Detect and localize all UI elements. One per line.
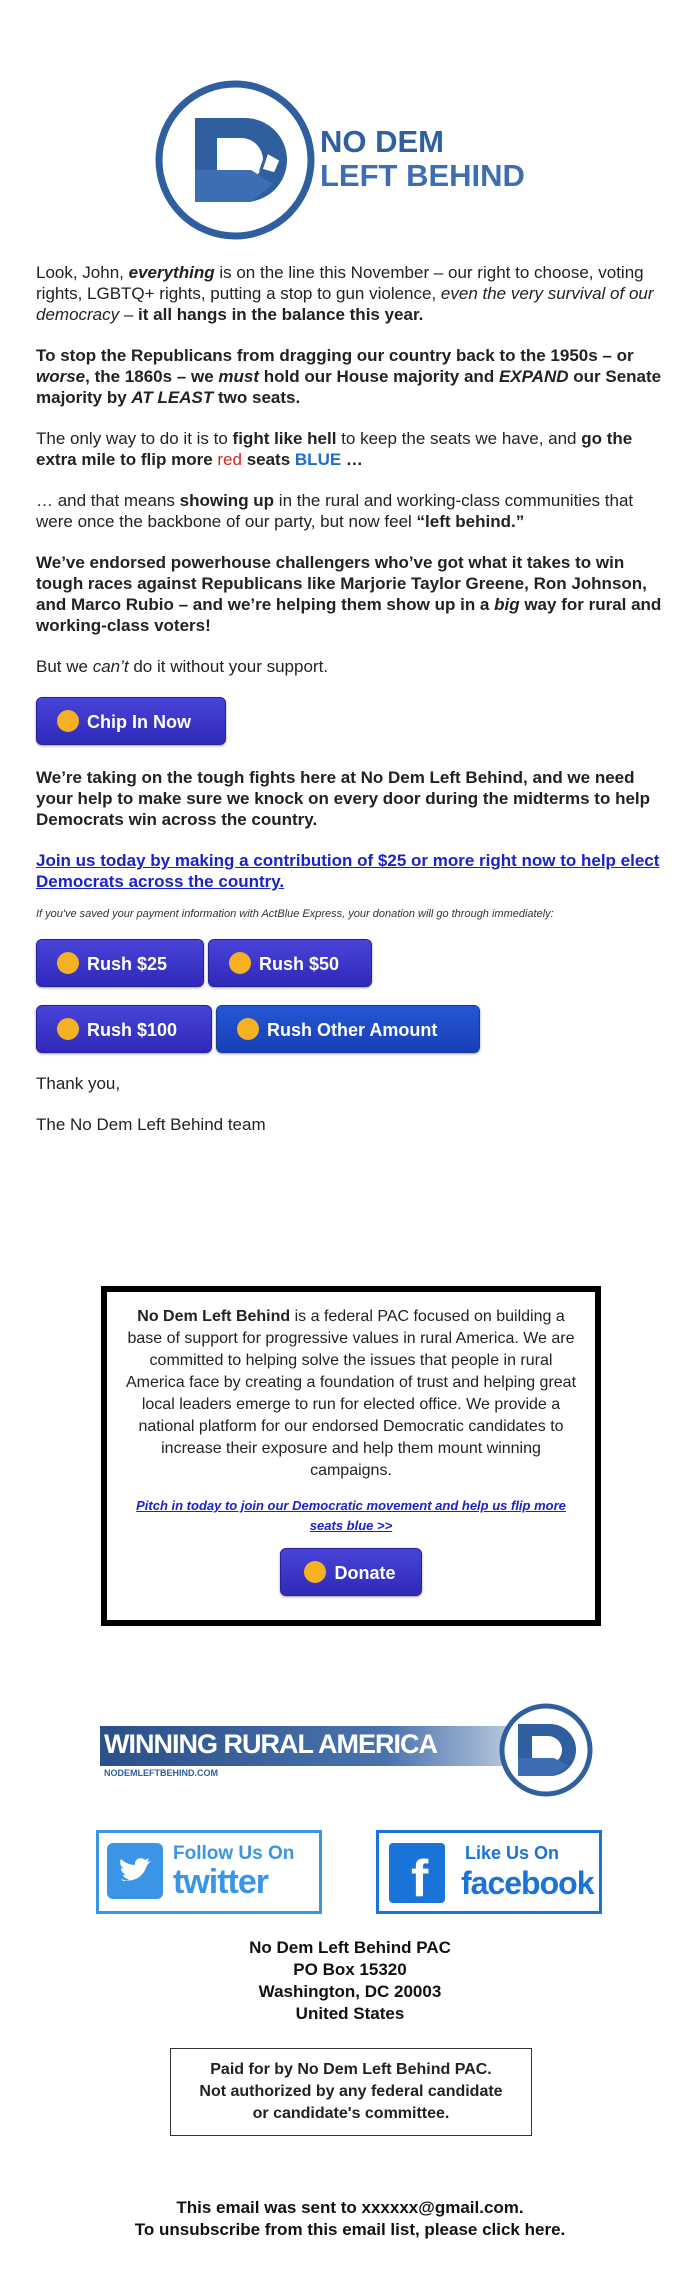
winning-rural-america-banner bbox=[100, 1702, 600, 1798]
logo-d-icon bbox=[492, 1702, 600, 1798]
text: two seats. bbox=[213, 388, 301, 407]
paid-for-line-1: Paid for by No Dem Left Behind PAC. bbox=[210, 2061, 492, 2078]
rush-row-2 bbox=[36, 1005, 664, 1053]
paid-for-line-3: or candidate's committee. bbox=[252, 2105, 450, 2122]
address-line-1: No Dem Left Behind PAC bbox=[249, 1938, 451, 1957]
banner-url: NODEMLEFTBEHIND.COM bbox=[104, 1768, 218, 1778]
text-bold: go the extra mile to flip more bbox=[36, 429, 633, 469]
address-line-2: PO Box 15320 bbox=[293, 1960, 407, 1979]
paid-for-line-2: Not authorized by any federal candidate bbox=[199, 2083, 503, 2100]
twitter-line-2: twitter bbox=[173, 1863, 268, 1901]
paragraph-2 bbox=[36, 345, 664, 408]
paragraph-4 bbox=[36, 490, 664, 532]
paragraph-1 bbox=[36, 262, 664, 325]
button-label: Rush $25 bbox=[87, 954, 168, 974]
twitter-follow-button[interactable] bbox=[96, 1830, 322, 1914]
text: To stop the Republicans from dragging our country back to the 1950s – or bbox=[36, 346, 634, 365]
button-label: Rush $50 bbox=[259, 954, 340, 974]
express-note: If you've saved your payment information with ActBlue Express, your donation will go through immediately: bbox=[36, 908, 554, 920]
paragraph-7: We’re taking on the tough fights here at No Dem Left Behind, and we need your help to make sure we knock on every door during the midterms to help Democrats win across the country. bbox=[36, 768, 651, 829]
text: is on the line this November – our right to choose, voting rights, LGBTQ+ rights, putting a stop to gun violence, bbox=[36, 263, 644, 303]
arrow-icon bbox=[57, 952, 79, 974]
pitch-in-link[interactable]: Pitch in today to join our Democratic movement and help us flip more seats blue >> bbox=[136, 1498, 566, 1533]
facebook-line-1: Like Us On bbox=[465, 1843, 560, 1863]
twitter-line-1: Follow Us On bbox=[173, 1843, 295, 1864]
text-bold: fight like hell bbox=[232, 429, 337, 448]
button-label: Chip In Now bbox=[87, 712, 191, 732]
text: – bbox=[119, 305, 139, 324]
signoff-text: The No Dem Left Behind team bbox=[36, 1115, 266, 1134]
chip-in-button[interactable] bbox=[36, 697, 226, 745]
logo bbox=[155, 80, 555, 240]
arrow-icon bbox=[237, 1018, 259, 1040]
join-paragraph bbox=[36, 850, 664, 892]
chip-row bbox=[36, 697, 664, 745]
facebook-like-button[interactable] bbox=[376, 1830, 602, 1914]
text: , the 1860s – we bbox=[85, 367, 219, 386]
logo-line-2: LEFT BEHIND bbox=[320, 158, 525, 193]
button-label: Rush Other Amount bbox=[267, 1020, 438, 1040]
text: hold our House majority and bbox=[259, 367, 499, 386]
address-line-4: United States bbox=[295, 2004, 405, 2023]
rush-50-button[interactable] bbox=[208, 939, 372, 987]
text-blue: BLUE bbox=[294, 450, 342, 469]
text-emphasis: can’t bbox=[92, 657, 129, 676]
text: We’ve endorsed powerhouse challengers who’ve got what it takes to win tough races against Republicans like Marjorie Taylor Greene, Ron Johnson, and Marco Rubio – and we’re helping them show up in a bbox=[36, 553, 647, 614]
arrow-icon bbox=[229, 952, 251, 974]
text: in the rural and working-class communities that were once the backbone of our party, but now feel bbox=[36, 491, 634, 531]
button-label: Donate bbox=[334, 1563, 396, 1583]
text-emphasis: big bbox=[494, 595, 520, 614]
join-link[interactable]: Join us today by making a contribution of $25 or more right now to help elect Democrats across the country. bbox=[36, 851, 660, 891]
paragraph-3 bbox=[36, 428, 664, 470]
text-emphasis: worse bbox=[36, 367, 86, 386]
text-emphasis: everything bbox=[128, 263, 215, 282]
arrow-icon bbox=[57, 1018, 79, 1040]
text: The only way to do it is to bbox=[36, 429, 233, 448]
paragraph-6 bbox=[36, 656, 664, 677]
text: … and that means bbox=[36, 491, 180, 510]
text: our Senate majority by bbox=[36, 367, 662, 407]
text: way for rural and working-class voters! bbox=[36, 595, 662, 635]
text-bold: “left behind.” bbox=[416, 512, 525, 531]
facebook-line-2: facebook bbox=[461, 1865, 594, 1901]
text-bold: showing up bbox=[179, 491, 275, 510]
paid-for-box bbox=[170, 2048, 532, 2136]
rush-25-button[interactable] bbox=[36, 939, 204, 987]
arrow-icon bbox=[57, 710, 79, 732]
logo-d-icon bbox=[155, 80, 315, 240]
rush-other-button[interactable] bbox=[216, 1005, 480, 1053]
pac-name: No Dem Left Behind bbox=[137, 1308, 291, 1325]
text-bold: seats bbox=[241, 450, 295, 469]
paragraph-5 bbox=[36, 552, 664, 636]
facebook-icon: f bbox=[389, 1843, 445, 1903]
pac-description-text: is a federal PAC focused on building a base of support for progressive values in rural America. We are committed to helping solve the issues that people in rural America face by creating a foundation of trust and helping great local leaders emerge to run for elected office. We provide a national platform for our endorsed Democratic candidates to increase their exposure and help them mount winning campaigns. bbox=[125, 1308, 577, 1479]
text-red: red bbox=[217, 450, 242, 469]
rush-row-1 bbox=[36, 939, 664, 987]
text-bold: it all hangs in the balance this year. bbox=[138, 305, 424, 324]
text-emphasis: AT LEAST bbox=[131, 388, 214, 407]
text: But we bbox=[36, 657, 93, 676]
text-bold: … bbox=[341, 450, 363, 469]
unsubscribe-link[interactable]: To unsubscribe from this email list, please click here. bbox=[134, 2220, 566, 2239]
twitter-icon bbox=[107, 1843, 163, 1899]
text: to keep the seats we have, and bbox=[336, 429, 582, 448]
text-emphasis: EXPAND bbox=[498, 367, 569, 386]
sent-to-text: This email was sent to xxxxxx@gmail.com. bbox=[176, 2198, 524, 2217]
thanks-text: Thank you, bbox=[36, 1074, 121, 1093]
pac-description-box bbox=[101, 1286, 601, 1626]
text-emphasis: even the very survival of our democracy bbox=[36, 284, 654, 324]
address-line-3: Washington, DC 20003 bbox=[258, 1982, 442, 2001]
banner-title: WINNING RURAL AMERICA bbox=[104, 1729, 437, 1759]
text-emphasis: must bbox=[218, 367, 260, 386]
logo-text bbox=[320, 125, 525, 193]
text: Look, John, bbox=[36, 263, 129, 282]
logo-line-1: NO DEM bbox=[320, 124, 444, 159]
email-body bbox=[36, 262, 664, 1155]
text: do it without your support. bbox=[128, 657, 329, 676]
arrow-icon bbox=[304, 1561, 326, 1583]
donate-button[interactable] bbox=[280, 1548, 422, 1596]
pac-description bbox=[121, 1306, 581, 1482]
button-label: Rush $100 bbox=[87, 1020, 178, 1040]
rush-100-button[interactable] bbox=[36, 1005, 212, 1053]
